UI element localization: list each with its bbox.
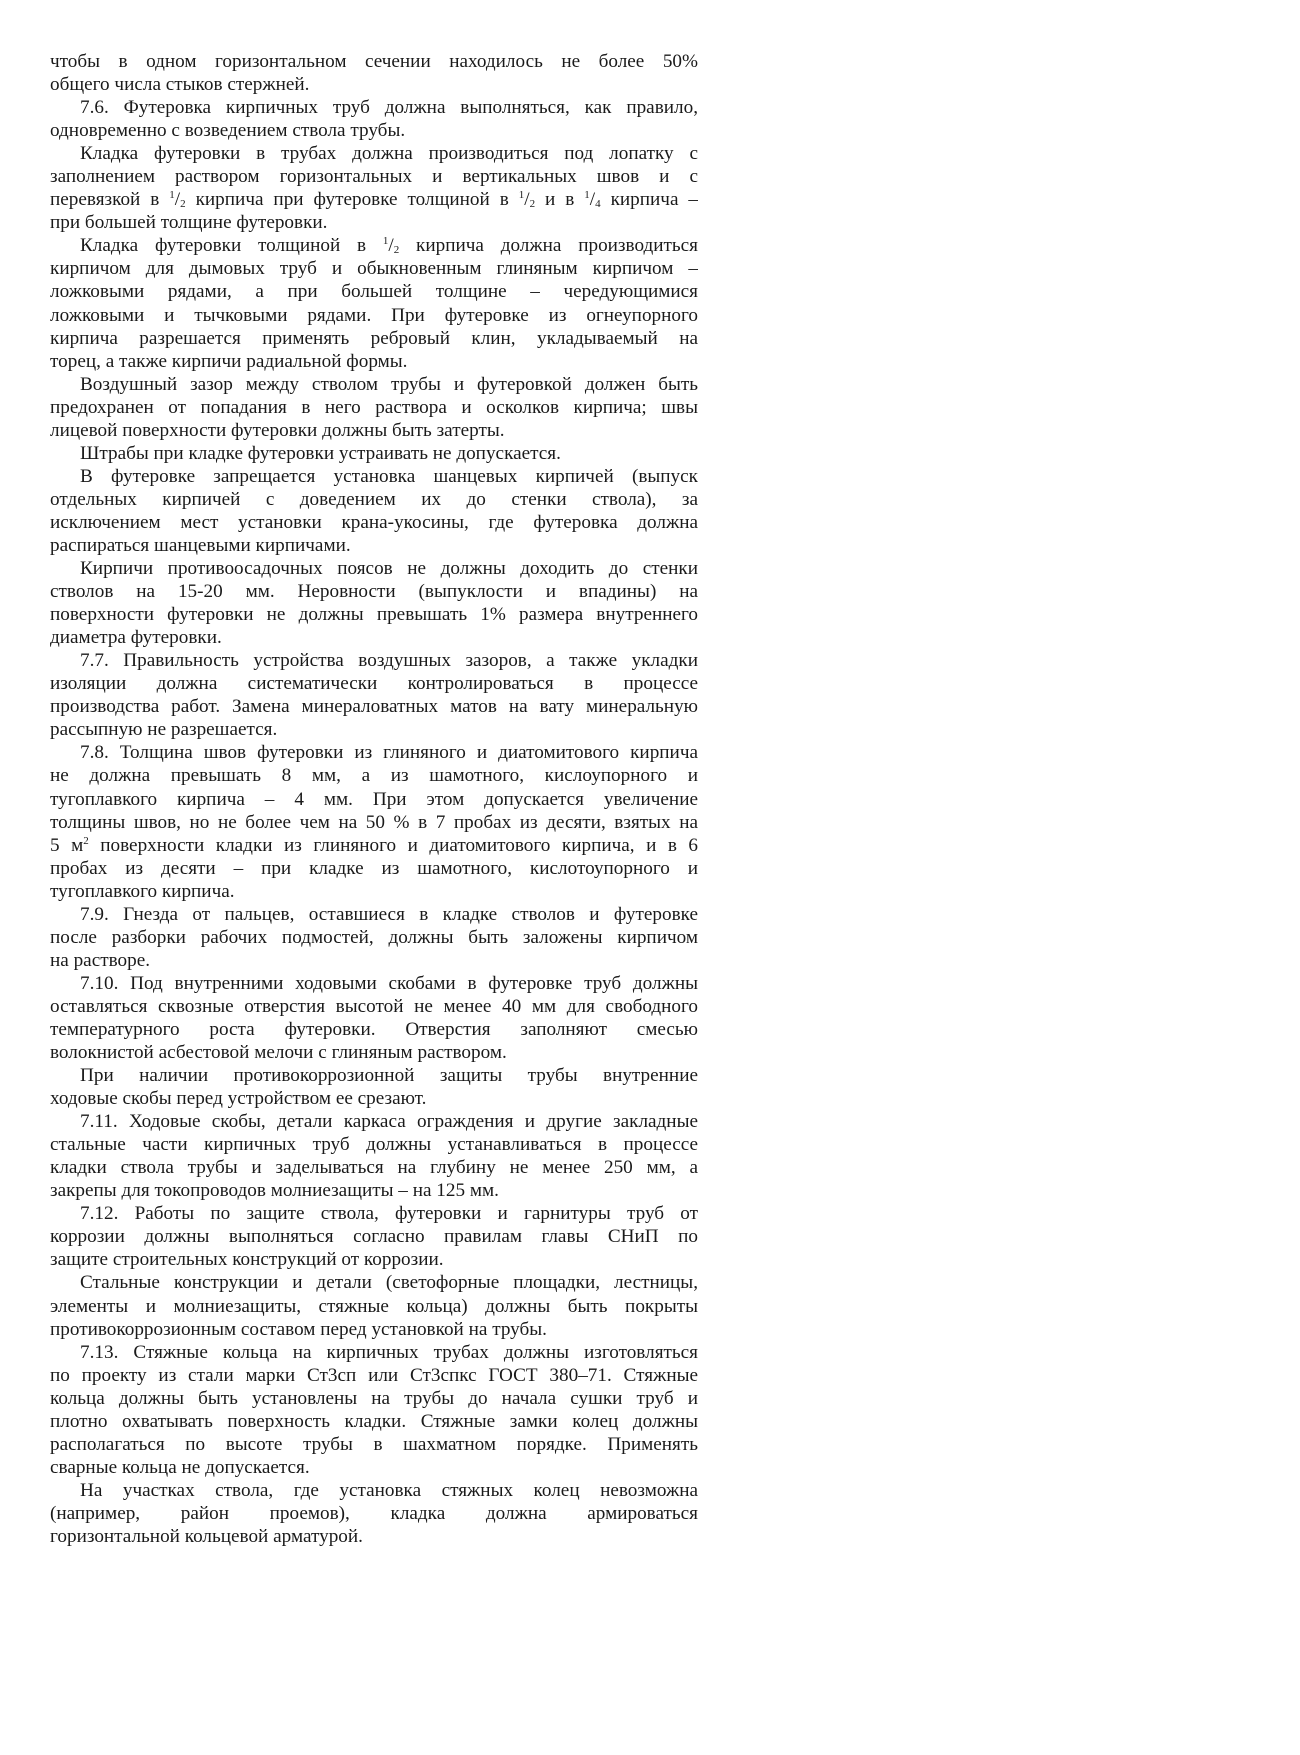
text-line: на растворе. [50, 949, 151, 971]
text-line: ложковыми и тычковыми рядами. При футеровке из огнеупорного [50, 304, 698, 326]
text-line: заполнением раствором горизонтальных и вертикальных швов и с [50, 166, 698, 188]
section-paragraph [50, 1202, 698, 1271]
text-line: закрепы для токопроводов молниезащиты – на 125 мм. [50, 1180, 499, 1202]
text-line: тугоплавкого кирпича. [50, 880, 235, 902]
section-paragraph [50, 903, 698, 972]
text-line: При наличии противокоррозионной защиты трубы внутренние [80, 1065, 698, 1087]
text-line: толщины швов, но не более чем на 50 % в 7 пробах из десяти, взятых на [50, 811, 698, 833]
text-line: по проекту из стали марки Ст3сп или Ст3спкс ГОСТ 380–71. Стяжные [50, 1364, 698, 1386]
text-line: перевязкой в $^1/_2$ кирпича при футеровке толщиной в $^1/_2$ и в $^1/_4$ кирпича – [50, 189, 698, 211]
text-line: ложковыми рядами, а при большей толщине – чередующимися [50, 281, 698, 303]
text-line: кирпичом для дымовых труб и обыкновенным глиняным кирпичом – [50, 258, 698, 280]
section-paragraph [50, 972, 698, 1064]
section-paragraph [50, 741, 698, 902]
text-line: элементы и молниезащиты, стяжные кольца) должны быть покрыты [50, 1295, 698, 1317]
text-line: оставляться сквозные отверстия высотой не менее 40 мм для свободного [50, 995, 698, 1017]
body-paragraph [50, 465, 698, 557]
section-paragraph [50, 96, 698, 142]
body-paragraph [50, 1479, 698, 1548]
text-line: 5 $м^2$ поверхности кладки из глиняного и диатомитового кирпича, и в 6 [50, 834, 698, 856]
text-line: 7.6. Футеровка кирпичных труб должна выполняться, как правило, [80, 97, 698, 119]
text-line: Кладка футеровки толщиной в $^1/_2$ кирпича должна производиться [80, 235, 698, 257]
text-line: лицевой поверхности футеровки должны быть затерты. [50, 419, 505, 441]
text-line: после разборки рабочих подмостей, должны быть заложены кирпичом [50, 926, 698, 948]
text-line: плотно охватывать поверхность кладки. Стяжные замки колец должны [50, 1410, 698, 1432]
text-line: защите строительных конструкций от коррозии. [50, 1249, 444, 1271]
text-line: 7.9. Гнезда от пальцев, оставшиеся в кладке стволов и футеровке [80, 903, 698, 925]
text-line: не должна превышать 8 мм, а из шамотного, кислоупорного и [50, 765, 698, 787]
text-line: кирпича разрешается применять ребровый клин, укладываемый на [50, 327, 698, 349]
text-line: 7.12. Работы по защите ствола, футеровки и гарнитуры труб от [80, 1203, 698, 1225]
text-line: 7.11. Ходовые скобы, детали каркаса ограждения и другие закладные [80, 1111, 698, 1133]
text-line: изоляции должна систематически контролироваться в процессе [50, 673, 698, 695]
text-line: 7.13. Стяжные кольца на кирпичных трубах должны изготовляться [80, 1341, 698, 1363]
text-line: при большей толщине футеровки. [50, 212, 328, 234]
text-line: кладки ствола трубы и заделываться на глубину не менее 250 мм, а [50, 1157, 698, 1179]
section-paragraph [50, 649, 698, 741]
text-line: сварные кольца не допускается. [50, 1456, 310, 1478]
text-line: 7.8. Толщина швов футеровки из глиняного и диатомитового кирпича [80, 742, 698, 764]
text-line: располагаться по высоте трубы в шахматном порядке. Применять [50, 1433, 698, 1455]
body-paragraph [50, 1271, 698, 1340]
text-line: Кирпичи противоосадочных поясов не должны доходить до стенки [80, 558, 698, 580]
text-line: тугоплавкого кирпича – 4 мм. При этом допускается увеличение [50, 788, 698, 810]
text-line: В футеровке запрещается установка шанцевых кирпичей (выпуск [80, 465, 698, 487]
text-line: поверхности футеровки не должны превышать 1% размера внутреннего [50, 604, 698, 626]
text-line: волокнистой асбестовой мелочи с глиняным раствором. [50, 1042, 507, 1064]
section-paragraph [50, 1341, 698, 1479]
document-page [50, 50, 698, 1548]
text-line: рассыпную не разрешается. [50, 719, 278, 741]
text-line: Штрабы при кладке футеровки устраивать не допускается. [80, 442, 561, 464]
text-line: производства работ. Замена минераловатных матов на вату минеральную [50, 696, 698, 718]
text-line: На участках ствола, где установка стяжных колец невозможна [80, 1479, 698, 1501]
body-paragraph [50, 142, 698, 234]
text-line: Стальные конструкции и детали (светофорные площадки, лестницы, [80, 1272, 698, 1294]
body-paragraph [50, 234, 698, 372]
text-line: горизонтальной кольцевой арматурой. [50, 1526, 363, 1547]
text-line: противокоррозионным составом перед установкой на трубы. [50, 1318, 547, 1340]
text-line: 7.10. Под внутренними ходовыми скобами в футеровке труб должны [80, 972, 698, 994]
text-line: отдельных кирпичей с доведением их до стенки ствола), за [50, 488, 698, 510]
text-line: 7.7. Правильность устройства воздушных зазоров, а также укладки [80, 650, 698, 672]
text-line: температурного роста футеровки. Отверстия заполняют смесью [50, 1018, 698, 1040]
text-line: предохранен от попадания в него раствора и осколков кирпича; швы [50, 396, 698, 418]
text-line: распираться шанцевыми кирпичами. [50, 534, 351, 556]
text-line: пробах из десяти – при кладке из шамотного, кислотоупорного и [50, 857, 698, 879]
text-line: торец, а также кирпичи радиальной формы. [50, 350, 408, 372]
text-line: Воздушный зазор между стволом трубы и футеровкой должен быть [80, 373, 698, 395]
text-line: кольца должны быть установлены на трубы до начала сушки труб и [50, 1387, 698, 1409]
text-line: исключением мест установки крана-укосины, где футеровка должна [50, 511, 698, 533]
body-paragraph [50, 557, 698, 649]
text-line: диаметра футеровки. [50, 627, 222, 649]
text-line: одновременно с возведением ствола трубы. [50, 120, 406, 142]
section-paragraph [50, 1110, 698, 1202]
text-line: ходовые скобы перед устройством ее срезают. [50, 1088, 427, 1110]
body-paragraph [50, 373, 698, 442]
text-line: стволов на 15-20 мм. Неровности (выпуклости и впадины) на [50, 581, 698, 603]
text-line: (например, район проемов), кладка должна армироваться [50, 1502, 698, 1524]
text-line: стальные части кирпичных труб должны устанавливаться в процессе [50, 1134, 698, 1156]
text-line: общего числа стыков стержней. [50, 74, 310, 96]
text-line: Кладка футеровки в трубах должна производиться под лопатку с [80, 143, 698, 165]
text-line: коррозии должны выполняться согласно правилам главы СНиП по [50, 1226, 698, 1248]
body-paragraph [50, 442, 698, 465]
text-line: чтобы в одном горизонтальном сечении находилось не более 50% [50, 51, 698, 72]
body-paragraph [50, 1064, 698, 1110]
body-paragraph [50, 50, 698, 96]
